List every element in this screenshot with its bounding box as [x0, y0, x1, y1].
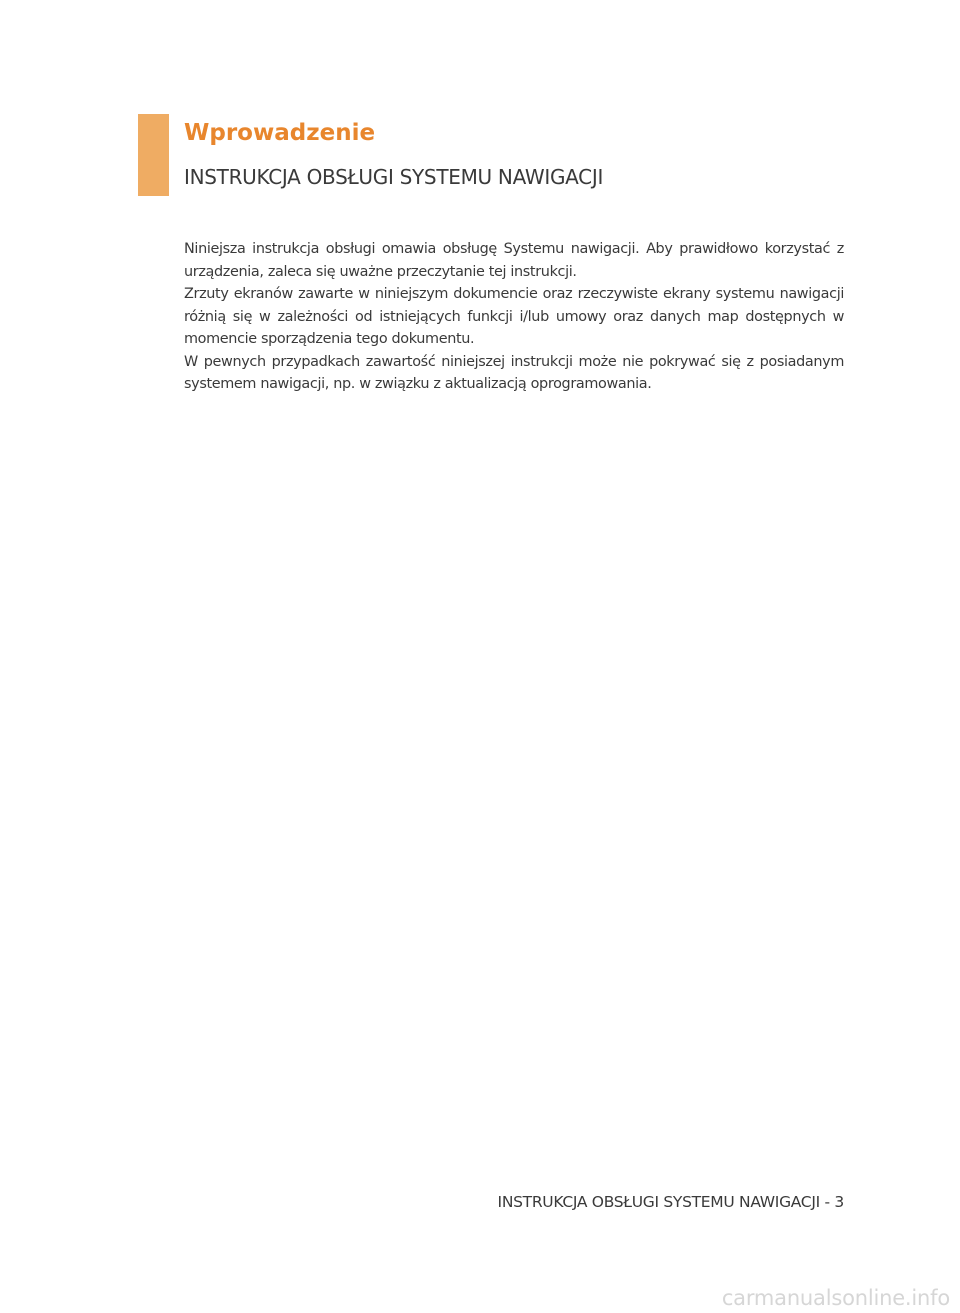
intro-text: [184, 238, 844, 396]
manual-title: INSTRUKCJA OBSŁUGI SYSTEMU NAWIGACJI: [184, 165, 604, 189]
intro-paragraph: Niniejsza instrukcja obsługi omawia obsługę Systemu nawigacji. Aby prawidłowo korzystać z urządzenia, zaleca się uważne przeczytanie tej instrukcji.: [184, 241, 844, 280]
section-title: Wprowadzenie: [184, 120, 376, 146]
intro-paragraph: Zrzuty ekranów zawarte w niniejszym dokumencie oraz rzeczywiste ekrany systemu nawigacji różnią się w zależności od istniejących funkcji i/lub umowy oraz danych map dostępnych w momencie sporządzenia tego dokumentu.: [184, 286, 844, 347]
watermark: carmanualsonline.info: [721, 1286, 950, 1310]
intro-paragraph: W pewnych przypadkach zawartość niniejszej instrukcji może nie pokrywać się z posiadanym systemem nawigacji, np. w związku z aktualizacją oprogramowania.: [184, 353, 844, 392]
section-accent-bar: [138, 114, 169, 196]
page-footer: INSTRUKCJA OBSŁUGI SYSTEMU NAWIGACJI - 3: [497, 1193, 844, 1211]
